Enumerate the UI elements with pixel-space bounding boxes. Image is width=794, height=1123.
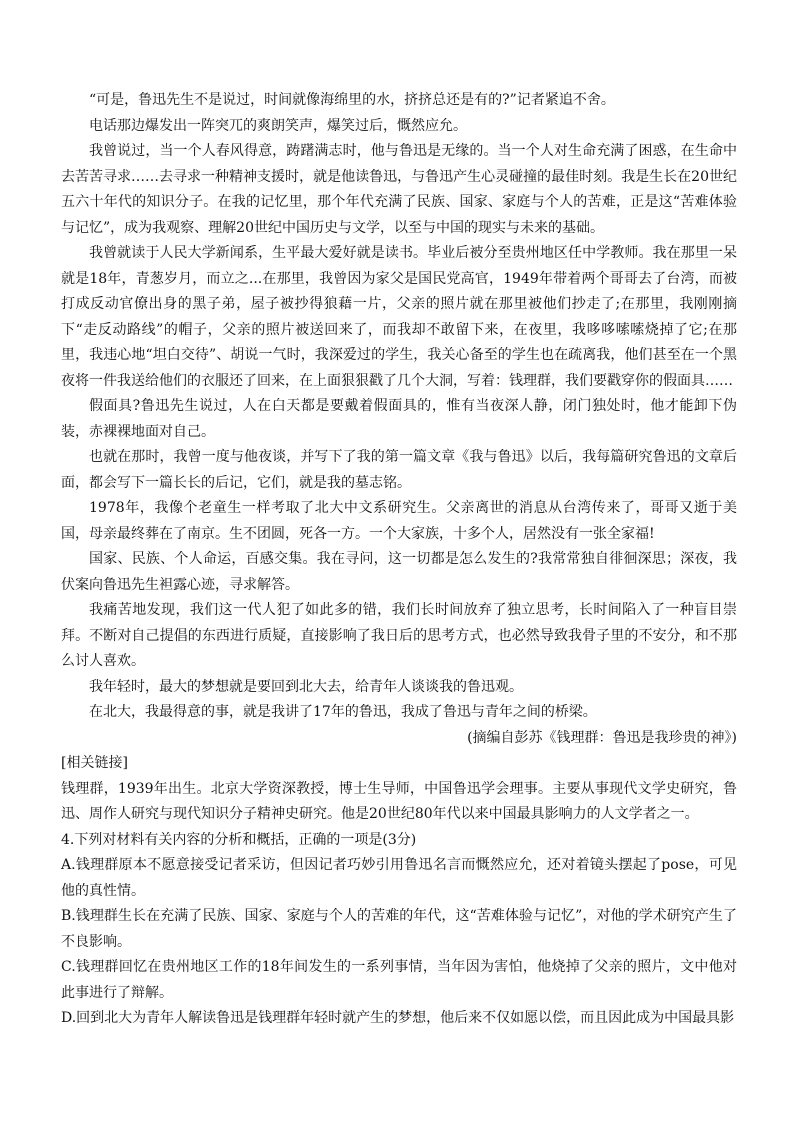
article-paragraph: 我曾说过，当一个人春风得意，踌躇满志时，他与鲁迅是无缘的。当一个人对生命充满了困惑，在生命中去苦苦寻求……去寻求一种精神支援时，就是他读鲁迅，与鲁迅产生心灵碰撞的最佳时刻。我是生长在20世纪五六十年代的知识分子。在我的记忆里，那个年代充满了民族、国家、家庭与个人的苦难，正是这“苦难体验与记忆”，成为我观察、理解20世纪中国历史与文学，以至与中国的现实与未来的基础。 [61,143,737,236]
question-option-c: C.钱理群回忆在贵州地区工作的18年间发生的一系列事情，当年因为害怕，他烧掉了父亲的照片，文中他对此事进行了辩解。 [61,959,737,1001]
question-stem: 4.下列对材料有关内容的分析和概括，正确的一项是(3分) [61,831,417,848]
question-option-b: B.钱理群生长在充满了民族、国家、家庭与个人的苦难的年代，这“苦难体验与记忆”，对他的学术研究产生了不良影响。 [61,908,737,950]
question-option-d: D.回到北大为青年人解读鲁迅是钱理群年轻时就产生的梦想，他后来不仅如愿以偿，而且因此成为中国最具影 [61,1010,735,1026]
article-paragraph: 我痛苦地发现，我们这一代人犯了如此多的错，我们长时间放弃了独立思考，长时间陷入了一种盲目崇拜。不断对自己提倡的东西进行质疑，直接影响了我日后的思考方式，也必然导致我骨子里的不安分，和不那么讨人喜欢。 [61,602,737,669]
document-page [61,88,737,1032]
question-option-a: A.钱理群原本不愿意接受记者采访，但因记者巧妙引用鲁迅名言而慨然应允，还对着镜头摆起了pose，可见他的真性情。 [61,857,737,899]
article-paragraph: 也就在那时，我曾一度与他夜谈，并写下了我的第一篇文章《我与鲁迅》以后，我每篇研究鲁迅的文章后面，都会写下一篇长长的后记，它们，就是我的墓志铭。 [61,449,737,491]
article-paragraph: 电话那边爆发出一阵突兀的爽朗笑声，爆笑过后，慨然应允。 [89,117,467,134]
related-link-heading: [相关链接] [61,755,128,771]
article-paragraph: 我年轻时，最大的梦想就是要回到北大去，给青年人谈谈我的鲁迅观。 [89,678,523,695]
article-paragraph: 假面具?鲁迅先生说过，人在白天都是要戴着假面具的，惟有当夜深人静，闭门独处时，他才能卸下伪装，赤裸裸地面对自己。 [61,398,737,440]
article-credit: (摘编自彭苏《钱理群：鲁迅是我珍贵的神》) [467,729,737,746]
article-paragraph: 我曾就读于人民大学新闻系，生平最大爱好就是读书。毕业后被分至贵州地区任中学教师。我在那里一呆就是18年，青葱岁月，而立之...在那里，我曾因为家父是国民党高官，1949年带着两个哥哥去了台湾，而被打成反动官僚出身的黑子弟，屋子被抄得狼藉一片，父亲的照片就在那里被他们抄走了;在那里，我刚刚摘下“走反动路线”的帽子，父亲的照片被送回来了，而我却不敢留下来，在夜里，我哆哆嗦嗦烧掉了它;在那里，我违心地“坦白交待”、胡说一气时，我深爱过的学生，我关心备至的学生也在疏离我，他们甚至在一个黑夜将一件我送给他们的衣服还了回来，在上面狠狠戳了几个大洞，写着：钱理群，我们要戳穿你的假面具…… [61,245,737,389]
article-paragraph: 在北大，我最得意的事，就是我讲了17年的鲁迅，我成了鲁迅与青年之间的桥梁。 [89,704,597,720]
related-link-text: 钱理群，1939年出生。北京大学资深教授，博士生导师，中国鲁迅学会理事。主要从事现代文学史研究，鲁迅、周作人研究与现代知识分子精神史研究。他是20世纪80年代以来中国最具影响力的人文学者之一。 [61,780,737,822]
article-paragraph: “可是，鲁迅先生不是说过，时间就像海绵里的水，挤挤总还是有的?”记者紧追不舍。 [89,92,615,108]
article-paragraph: 1978年，我像个老童生一样考取了北大中文系研究生。父亲离世的消息从台湾传来了，哥哥又逝于美国，母亲最终葬在了南京。生不团圆，死各一方。一个大家族，十多个人，居然没有一张全家福! [61,500,737,542]
article-paragraph: 国家、民族、个人命运，百感交集。我在寻问，这一切都是怎么发生的?我常常独自徘徊深思；深夜，我伏案向鲁迅先生袒露心迹，寻求解答。 [61,551,737,593]
